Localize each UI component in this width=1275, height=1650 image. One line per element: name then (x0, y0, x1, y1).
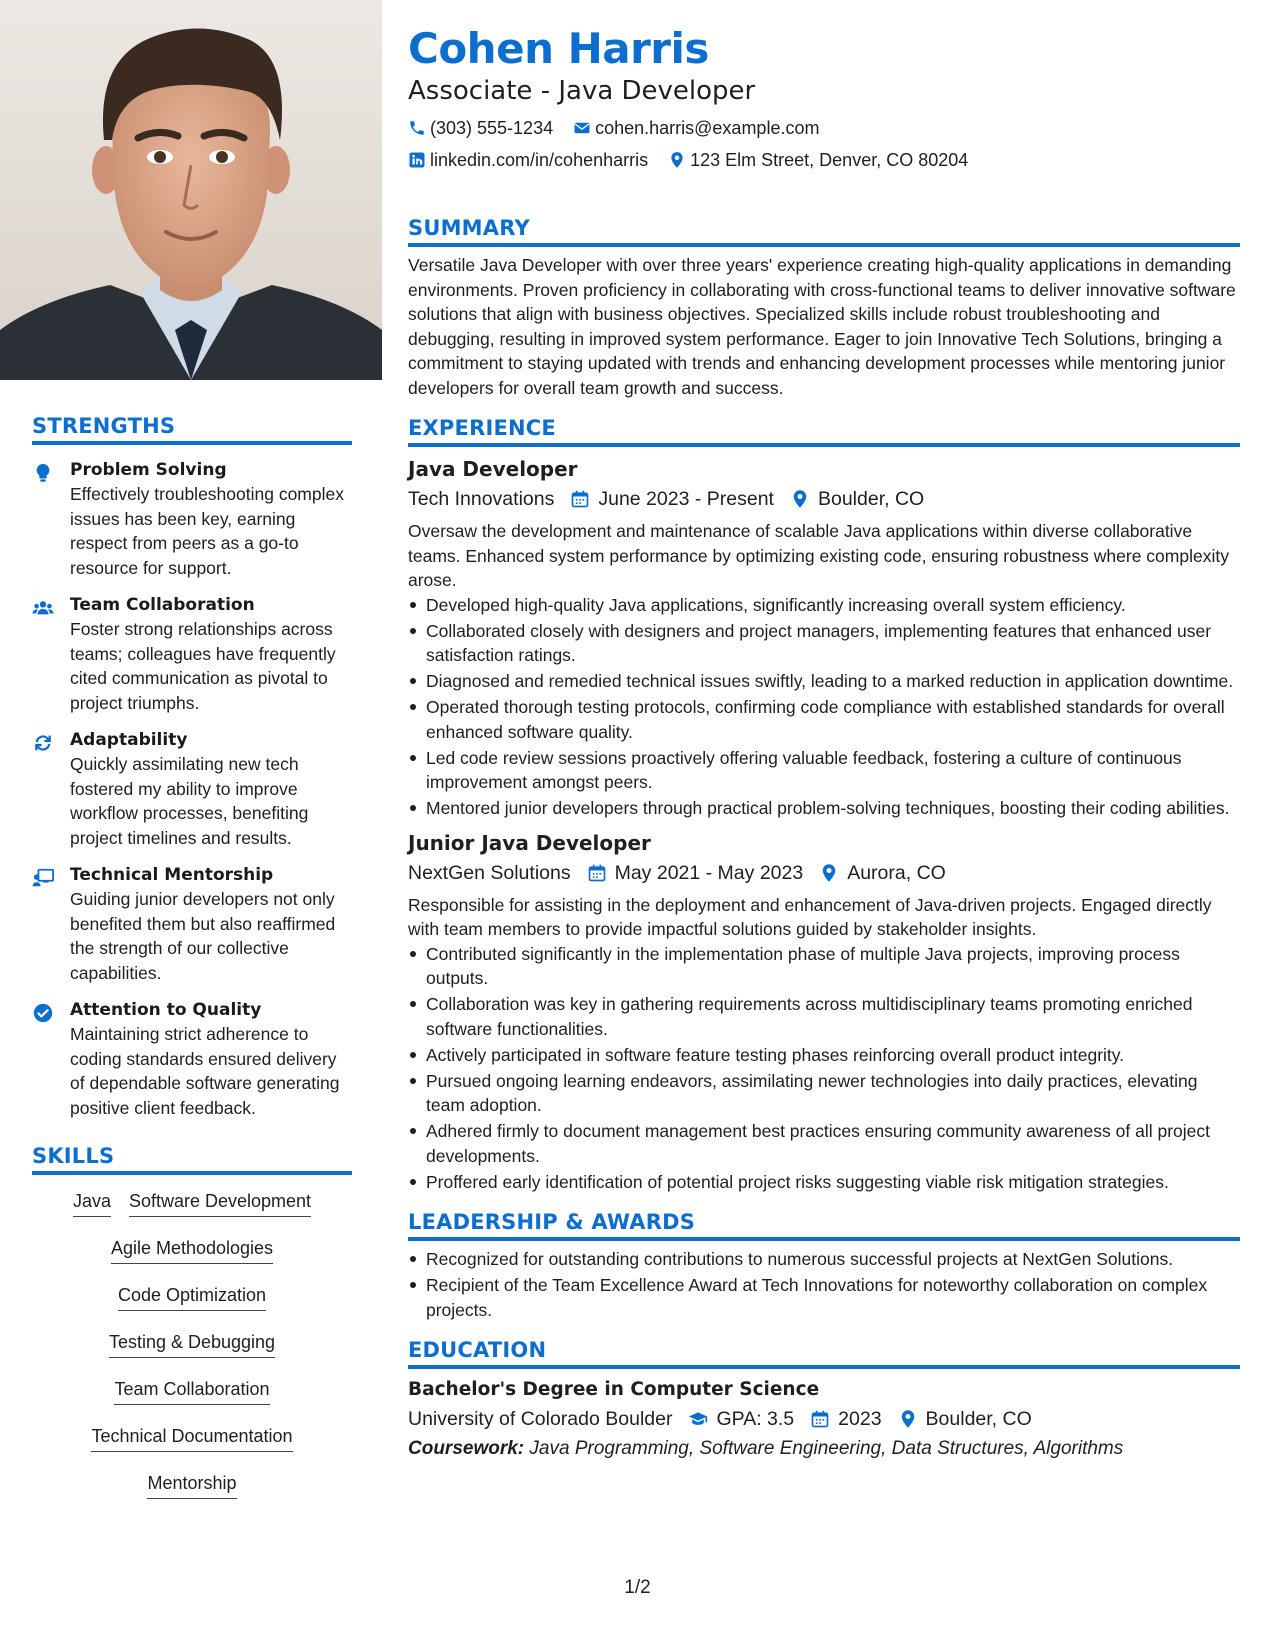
education-heading: EDUCATION (408, 1338, 1240, 1369)
calendar-icon (587, 863, 607, 883)
linkedin-text: linkedin.com/in/cohenharris (430, 149, 649, 170)
email-contact[interactable] (573, 118, 819, 139)
job-location-text: Boulder, CO (817, 488, 925, 510)
company: Tech Innovations (408, 488, 555, 510)
skill-tag: Testing & Debugging (109, 1330, 275, 1358)
phone-text: (303) 555-1234 (430, 117, 554, 138)
skill-tag: Java (73, 1189, 111, 1217)
job-bullets (408, 593, 1240, 821)
map-pin-icon (790, 489, 810, 509)
envelope-icon (573, 119, 591, 137)
job-bullets (408, 942, 1240, 1195)
strength-title: Attention to Quality (70, 1000, 262, 1020)
list-item: Recognized for outstanding contributions to numerous successful projects at NextGen Solutions. (408, 1247, 1240, 1272)
coursework-text: Java Programming, Software Engineering, Data Structures, Algorithms (529, 1438, 1124, 1459)
address-text: 123 Elm Street, Denver, CO 80204 (690, 149, 969, 170)
users-icon (32, 594, 70, 715)
list-item: Mentored junior developers through practical problem-solving techniques, boosting their coding abilities. (408, 796, 1240, 821)
strength-desc: Maintaining strict adherence to coding standards ensured delivery of dependable software generating positive client feedback. (70, 1024, 340, 1118)
job-meta (408, 859, 1240, 887)
map-pin-icon (668, 151, 686, 169)
phone-contact[interactable] (408, 118, 553, 139)
strength-title: Team Collaboration (70, 595, 255, 615)
skill-tag: Code Optimization (118, 1283, 266, 1311)
chalkboard-teacher-icon (32, 864, 70, 985)
skills-heading: SKILLS (32, 1144, 352, 1175)
profile-photo (0, 0, 382, 380)
contact-row-2 (408, 148, 1240, 172)
check-circle-icon (32, 999, 70, 1120)
list-item: Actively participated in software feature testing phases reinforcing overall product integrity. (408, 1043, 1240, 1068)
strength-desc: Foster strong relationships across teams; colleagues have frequently cited communication as pivotal to project triumphs. (70, 619, 336, 713)
job-entry (408, 455, 1240, 821)
skill-tag: Mentorship (147, 1471, 236, 1499)
job-entry (408, 829, 1240, 1195)
portrait-illustration (0, 0, 382, 380)
job-meta (408, 485, 1240, 513)
job-summary: Responsible for assisting in the deployment and enhancement of Java-driven projects. Engaged directly with team members to provide impactful solutions guided by stakeholder insights. (408, 894, 1212, 939)
skill-tag: Agile Methodologies (111, 1236, 273, 1264)
leadership-bullets (408, 1247, 1240, 1322)
strength-desc: Guiding junior developers not only benefited them but also reaffirmed the strength of our collective capabilities. (70, 889, 336, 983)
job-dates-text: June 2023 - Present (598, 488, 774, 510)
skill-tag: Team Collaboration (114, 1377, 269, 1405)
list-item: Collaborated closely with designers and project managers, implementing features that enhanced user satisfaction ratings. (408, 619, 1240, 668)
coursework (408, 1435, 1240, 1463)
strength-title: Adaptability (70, 730, 188, 750)
list-item: Operated thorough testing protocols, confirming code compliance with established standards for overall enhanced software quality. (408, 695, 1240, 744)
strength-item (32, 999, 352, 1120)
calendar-icon (570, 489, 590, 509)
linkedin-icon (408, 151, 426, 169)
experience-heading: EXPERIENCE (408, 416, 1240, 447)
map-pin-icon (819, 863, 839, 883)
strength-item (32, 729, 352, 850)
sync-icon (32, 729, 70, 850)
phone-icon (408, 119, 426, 137)
job-location (819, 859, 946, 887)
job-summary: Oversaw the development and maintenance of scalable Java applications within diverse collaborative teams. Enhanced system performance by optimizing existing code, ensuring robustness where complexity arose. (408, 521, 1229, 590)
list-item: Developed high-quality Java applications, significantly increasing overall system efficiency. (408, 593, 1240, 618)
strength-title: Problem Solving (70, 460, 227, 480)
candidate-role: Associate - Java Developer (408, 76, 756, 106)
strength-title: Technical Mentorship (70, 865, 274, 885)
map-pin-icon (898, 1409, 918, 1429)
strength-item (32, 459, 352, 580)
main-content (408, 24, 1240, 1463)
grad-year (810, 1405, 881, 1433)
company: NextGen Solutions (408, 861, 571, 884)
graduation-cap-icon (688, 1409, 708, 1429)
gpa (688, 1405, 794, 1433)
skill-tag: Software Development (129, 1189, 311, 1217)
job-title: Java Developer (408, 457, 578, 481)
page-number: 1/2 (624, 1577, 651, 1598)
list-item: Recipient of the Team Excellence Award at Tech Innovations for noteworthy collaboration on complex projects. (408, 1273, 1240, 1322)
list-item: Proffered early identification of potential project risks suggesting viable risk mitigation strategies. (408, 1170, 1240, 1195)
coursework-label: Coursework: (408, 1438, 525, 1459)
skills-list (32, 1189, 352, 1499)
linkedin-contact[interactable] (408, 150, 648, 171)
job-location-text: Aurora, CO (847, 861, 946, 884)
job-dates (570, 485, 774, 513)
school-location (898, 1405, 1032, 1433)
skill-tag: Technical Documentation (91, 1424, 292, 1452)
strength-desc: Quickly assimilating new tech fostered my ability to improve workflow processes, benefiting project timelines and results. (70, 754, 309, 848)
candidate-name: Cohen Harris (408, 24, 709, 73)
lightbulb-icon (32, 459, 70, 580)
education-meta (408, 1405, 1240, 1433)
school-location-text: Boulder, CO (925, 1408, 1032, 1430)
school-name: University of Colorado Boulder (408, 1408, 673, 1430)
job-dates (587, 859, 804, 887)
summary-text: Versatile Java Developer with over three years' experience creating high-quality applications in demanding environments. Proven proficiency in collaborating with cross-functional teams to deliver innovative software solutions that align with business objectives. Specialized skills include robust troubleshooting and debugging, resulting in improved system performance. Eager to join Innovative Tech Solutions, bringing a commitment to staying updated with trends and enhancing development processes while mentoring junior developers for overall team growth and success. (408, 255, 1236, 398)
summary-heading: SUMMARY (408, 216, 1240, 247)
strength-desc: Effectively troubleshooting complex issues has been key, earning respect from peers as a go-to resource for support. (70, 484, 344, 578)
strengths-heading: STRENGTHS (32, 414, 352, 445)
grad-year-text: 2023 (838, 1408, 882, 1430)
job-title: Junior Java Developer (408, 830, 651, 855)
address-contact (668, 150, 968, 171)
list-item: Collaboration was key in gathering requirements across multidisciplinary teams promoting enriched software functionalities. (408, 992, 1240, 1041)
leadership-heading: LEADERSHIP & AWARDS (408, 1210, 1240, 1241)
contact-row (408, 116, 1240, 140)
list-item: Led code review sessions proactively offering valuable feedback, fostering a culture of continuous improvement amongst peers. (408, 746, 1240, 795)
list-item: Adhered firmly to document management best practices ensuring community awareness of all project developments. (408, 1119, 1240, 1168)
list-item: Pursued ongoing learning endeavors, assimilating newer technologies into daily practices, elevating team adoption. (408, 1069, 1240, 1118)
list-item: Diagnosed and remedied technical issues swiftly, leading to a marked reduction in application downtime. (408, 669, 1240, 694)
list-item: Contributed significantly in the implementation phase of multiple Java projects, improving process outputs. (408, 942, 1240, 991)
job-location (790, 485, 924, 513)
gpa-text: GPA: 3.5 (716, 1408, 795, 1430)
calendar-icon (810, 1409, 830, 1429)
strength-item (32, 594, 352, 715)
strength-item (32, 864, 352, 985)
email-text: cohen.harris@example.com (595, 117, 820, 138)
sidebar (0, 0, 382, 1650)
job-dates-text: May 2021 - May 2023 (614, 861, 804, 884)
degree-title: Bachelor's Degree in Computer Science (408, 1379, 820, 1400)
